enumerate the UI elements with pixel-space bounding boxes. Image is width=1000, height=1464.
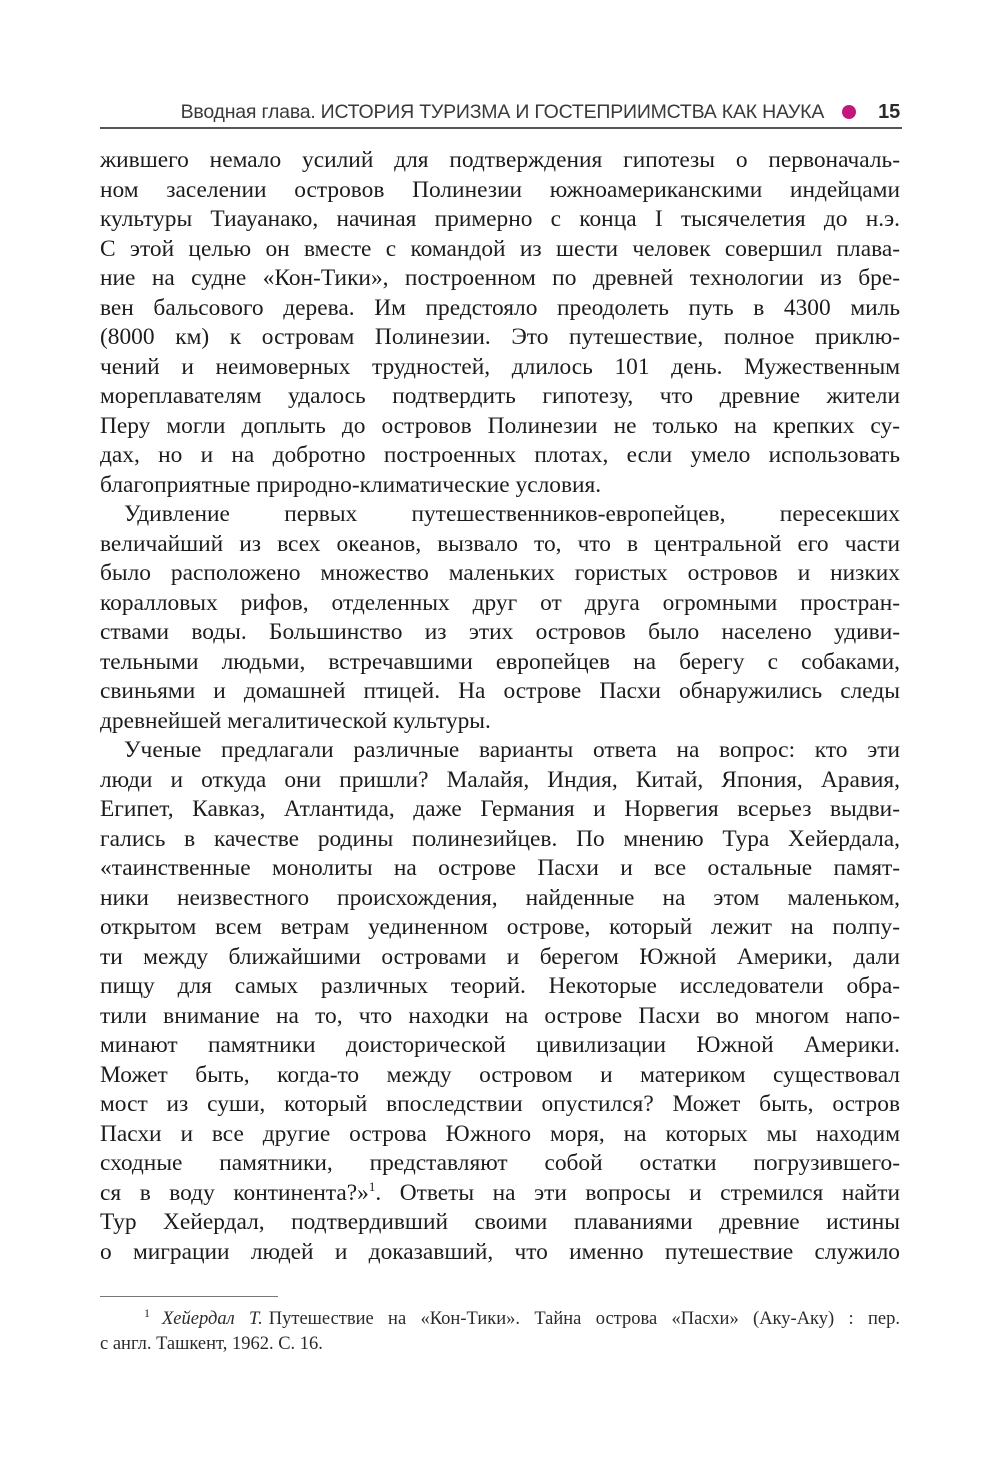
text-line: культуры Тиауанако, начиная примерно с конца I тысячелетия до н.э. xyxy=(100,206,900,232)
text-line: ти между ближайшими островами и берегом Южной Америки, дали xyxy=(100,943,900,970)
quote-end-text: ся в воду континента?» xyxy=(100,1179,369,1206)
text-line: С этой целью он вместе с командой из шести человек совершил плава- xyxy=(100,235,900,262)
text-line: чений и неимоверных трудностей, длилось 101 день. Мужественным xyxy=(100,353,900,380)
text-line: тельными людьми, встречавшими европейцев на берегу с собаками, xyxy=(100,648,900,675)
text-line: Удивление первых путешественников-европейцев, пересекших xyxy=(124,501,900,527)
footnote-line xyxy=(100,1307,900,1332)
footnote-reference[interactable]: 1 xyxy=(368,1178,376,1194)
text-line: Пасхи и все другие острова Южного моря, на которых мы находим xyxy=(100,1120,900,1147)
text-line: было расположено множество маленьких гористых островов и низких xyxy=(100,560,900,586)
header-rule xyxy=(100,127,902,129)
running-header xyxy=(100,96,900,128)
text-line: о миграции людей и доказавший, что именно путешествие служило xyxy=(100,1238,900,1265)
header-bullet-icon xyxy=(842,105,856,119)
footnote-author: Хейердал Т. xyxy=(162,1309,263,1329)
text-line: сходные памятники, представляют собой остатки погрузившего- xyxy=(100,1150,900,1176)
footnote-text: Путешествие на «Кон-Тики». Тайна острова «Пасхи» (Аку-Аку) : пер. xyxy=(268,1309,900,1329)
paragraph-3 xyxy=(100,736,900,1267)
paragraph-1 xyxy=(100,146,900,500)
text-line: люди и откуда они пришли? Малайя, Индия, Китай, Япония, Аравия, xyxy=(100,766,900,793)
footnote-rule xyxy=(100,1296,278,1297)
text-line: ники неизвестного происхождения, найденные на этом маленьком, xyxy=(100,884,900,911)
text-line: Египет, Кавказ, Атлантида, даже Германия и Норвегия всерьез выдви- xyxy=(100,796,900,822)
paragraph-2 xyxy=(100,500,900,736)
text-line: Перу могли доплыть до островов Полинезии не только на крепких су- xyxy=(100,412,900,439)
footnote-mark: 1 xyxy=(144,1305,150,1320)
text-line: Может быть, когда-то между островом и материком существовал xyxy=(100,1061,900,1088)
text-line: (8000 км) к островам Полинезии. Это путешествие, полное приклю- xyxy=(100,324,900,350)
text-line: пищу для самых различных теорий. Некоторые исследователи обра- xyxy=(100,973,900,999)
footnote xyxy=(100,1307,900,1357)
text-line: тили внимание на то, что находки на острове Пасхи во многом напо- xyxy=(100,1002,900,1029)
text-line: дах, но и на добротно построенных плотах, если умело использовать xyxy=(100,442,900,468)
text-line: мореплавателям удалось подтвердить гипотезу, что древние жители xyxy=(100,383,900,409)
text-line: Тур Хейердал, подтвердивший своими плаваниями древние истины xyxy=(100,1209,900,1235)
chapter-prefix: Вводная глава. xyxy=(180,100,316,123)
body-text xyxy=(100,146,900,1267)
text-line: ствами воды. Большинство из этих островов было населено удиви- xyxy=(100,619,900,645)
text-line: минают памятники доисторической цивилизации Южной Америки. xyxy=(100,1032,900,1058)
text-line: коралловых рифов, отделенных друг от друга огромными простран- xyxy=(100,589,900,616)
text-line: величайший из всех океанов, вызвало то, что в центральной его части xyxy=(100,530,900,557)
text-line: ние на судне «Кон-Тики», построенном по древней технологии из бре- xyxy=(100,265,900,291)
text-line: свиньями и домашней птицей. На острове Пасхи обнаружились следы xyxy=(100,678,900,704)
text-line: открытом всем ветрам уединенном острове, который лежит на полпу- xyxy=(100,914,900,940)
text-line: ном заселении островов Полинезии южноамериканскими индейцами xyxy=(100,176,900,203)
chapter-title: ИСТОРИЯ ТУРИЗМА И ГОСТЕПРИИМСТВА КАК НАУКА xyxy=(320,100,825,123)
text-line: древнейшей мегалитической культуры. xyxy=(100,707,491,734)
text-line: гались в качестве родины полинезийцев. По мнению Тура Хейердала, xyxy=(100,825,900,852)
text-line: «таинственные монолиты на острове Пасхи и все остальные памят- xyxy=(100,855,900,881)
text-line: мост из суши, который впоследствии опустился? Может быть, остров xyxy=(100,1091,900,1117)
text-line: благоприятные природно-климатические условия. xyxy=(100,471,602,498)
page-number: 15 xyxy=(878,100,900,123)
footnote-line: с англ. Ташкент, 1962. С. 16. xyxy=(100,1334,323,1354)
text-line: Ученые предлагали различные варианты ответа на вопрос: кто эти xyxy=(124,737,900,763)
quote-end-rest: . Ответы на эти вопросы и стремился найти xyxy=(375,1179,900,1206)
text-line-with-footnote-ref xyxy=(100,1179,900,1209)
text-line: вен бальсового дерева. Им предстояло преодолеть путь в 4300 миль xyxy=(100,294,900,321)
text-line: жившего немало усилий для подтверждения гипотезы о первоначаль- xyxy=(100,147,900,173)
